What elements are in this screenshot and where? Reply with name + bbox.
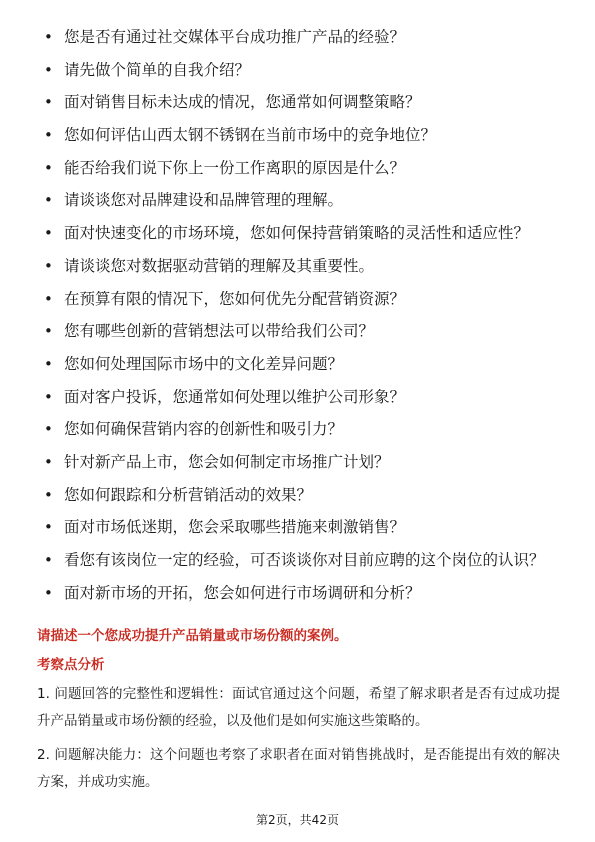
question-text: 在预算有限的情况下，您如何优先分配营销资源？ — [64, 289, 406, 308]
list-item — [40, 255, 560, 277]
list-item — [40, 288, 560, 310]
bullet-icon: • — [44, 224, 53, 243]
list-item — [40, 353, 560, 375]
analysis-body — [37, 681, 560, 803]
question-text: 面对快速变化的市场环境，您如何保持营销策略的灵活性和适应性？ — [64, 224, 530, 243]
bullet-icon: • — [44, 518, 53, 537]
bullet-icon: • — [44, 126, 53, 145]
question-text: 请谈谈您对数据驱动营销的理解及其重要性。 — [64, 256, 375, 275]
bullet-icon: • — [44, 551, 53, 569]
analysis-point: 1. 问题回答的完整性和逻辑性：面试官通过这个问题，希望了解求职者是否有过成功提升产品销量或市场份额的经验，以及他们是如何实施这些策略的。 — [37, 686, 560, 729]
page-number: 第2页，共42页 — [256, 813, 339, 827]
bullet-icon: • — [44, 420, 53, 439]
case-question-heading: 请描述一个您成功提升产品销量或市场份额的案例。 — [37, 628, 348, 644]
list-item — [40, 418, 560, 440]
question-text: 您如何确保营销内容的创新性和吸引力？ — [64, 420, 344, 439]
bullet-icon: • — [44, 28, 53, 46]
list-item — [40, 26, 560, 48]
bullet-icon: • — [44, 387, 53, 406]
list-item — [40, 124, 560, 146]
question-text: 您有哪些创新的营销想法可以带给我们公司？ — [64, 322, 375, 341]
list-item — [40, 451, 560, 473]
list-item — [40, 59, 560, 81]
question-text: 针对新产品上市，您会如何制定市场推广计划？ — [64, 452, 390, 471]
question-list — [40, 26, 560, 614]
bullet-icon: • — [44, 60, 53, 79]
bullet-icon: • — [44, 354, 53, 373]
list-item — [40, 516, 560, 538]
list-item — [40, 157, 560, 179]
list-item — [40, 222, 560, 244]
bullet-icon: • — [44, 93, 53, 112]
question-text: 请谈谈您对品牌建设和品牌管理的理解。 — [64, 191, 344, 210]
bullet-icon: • — [44, 583, 53, 602]
bullet-icon: • — [44, 322, 53, 341]
question-text: 请先做个简单的自我介绍？ — [64, 60, 251, 79]
bullet-icon: • — [44, 485, 53, 504]
bullet-icon: • — [44, 191, 53, 210]
analysis-heading: 考察点分析 — [37, 657, 105, 673]
question-text: 能否给我们说下你上一份工作离职的原因是什么？ — [64, 158, 406, 177]
bullet-icon: • — [44, 158, 53, 177]
question-text: 面对新市场的开拓，您会如何进行市场调研和分析？ — [64, 583, 421, 602]
question-text: 您如何跟踪和分析营销活动的效果？ — [64, 485, 313, 504]
list-item — [40, 549, 560, 571]
bullet-icon: • — [44, 256, 53, 275]
question-text: 您如何评估山西太钢不锈钢在当前市场中的竞争地位？ — [64, 126, 437, 145]
question-text: 您如何处理国际市场中的文化差异问题？ — [64, 354, 344, 373]
list-item — [40, 582, 560, 604]
question-text: 面对市场低迷期，您会采取哪些措施来刺激销售？ — [64, 518, 406, 537]
analysis-point: 2. 问题解决能力：这个问题也考察了求职者在面对销售挑战时，是否能提出有效的解决方案，并成功实施。 — [37, 747, 560, 790]
list-item — [40, 484, 560, 506]
bullet-icon: • — [44, 452, 53, 471]
bullet-icon: • — [44, 289, 53, 308]
question-text: 面对客户投诉，您通常如何处理以维护公司形象？ — [64, 387, 406, 406]
list-item — [40, 320, 560, 342]
list-item — [40, 91, 560, 113]
list-item — [40, 386, 560, 408]
question-text: 面对销售目标未达成的情况，您通常如何调整策略？ — [64, 93, 421, 112]
list-item — [40, 189, 560, 211]
question-text: 您是否有通过社交媒体平台成功推广产品的经验？ — [64, 28, 406, 46]
question-text: 看您有该岗位一定的经验，可否谈谈你对目前应聘的这个岗位的认识？ — [64, 551, 545, 569]
